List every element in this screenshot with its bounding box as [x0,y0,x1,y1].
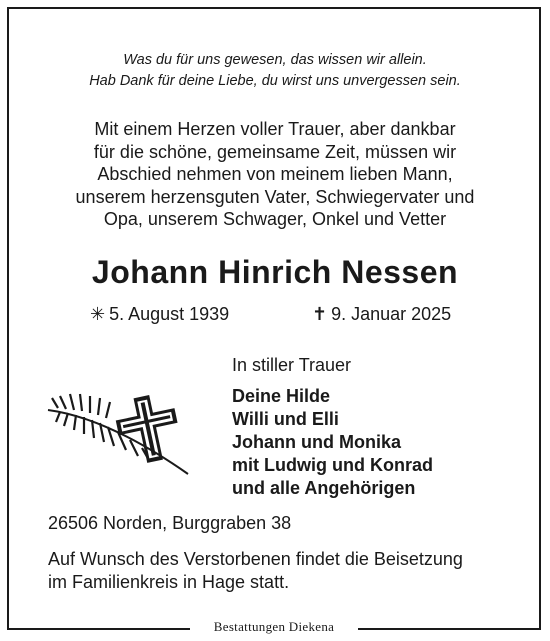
note-line: Auf Wunsch des Verstorbenen findet die Beisetzung [48,549,463,569]
signer: mit Ludwig und Konrad [232,455,433,475]
deceased-name: Johann Hinrich Nessen [91,254,459,290]
birth-star-icon: ✳ [90,304,106,324]
note-line: im Familienkreis in Hage statt. [48,572,290,592]
intro-line: Mit einem Herzen voller Trauer, aber dankbar [94,119,456,139]
death-date-line [312,302,451,326]
signer: Willi und Elli [232,409,339,429]
cross-with-palm-branch-icon [38,388,198,478]
address: 26506 Norden, Burggraben 38 [48,513,292,533]
funeral-home-credit: Bestattungen Diekena [213,619,335,634]
birth-date-line [90,302,229,326]
footer-rule-left [7,628,190,630]
intro-line: unserem herzensguten Vater, Schwiegervater und [75,186,475,207]
intro-line: Opa, unserem Schwager, Onkel und Vetter [103,209,447,229]
quote-line-2: Hab Dank für deine Liebe, du wirst uns unvergessen sein. [89,73,461,89]
signer: Johann und Monika [232,432,401,452]
quote-line-1: Was du für uns gewesen, das wissen wir allein. [123,52,427,68]
death-date: 9. Januar 2025 [331,304,452,324]
mourning-heading: In stiller Trauer [232,355,352,375]
death-cross-icon: ✝ [312,304,328,324]
signer: Deine Hilde [232,386,331,406]
birth-date: 5. August 1939 [109,304,230,324]
signers-list [232,385,433,500]
intro-line: Abschied nehmen von meinem lieben Mann, [97,164,453,184]
burial-note [48,548,463,594]
signer: und alle Angehörigen [232,478,416,498]
intro-line: für die schöne, gemeinsame Zeit, müssen wir [93,141,457,162]
footer-rule-right [358,628,541,630]
intro-text [0,118,550,231]
memorial-quote [0,50,550,92]
notice-frame [7,7,541,630]
cross-shape [112,390,184,467]
palm-branch-shape [48,394,188,474]
